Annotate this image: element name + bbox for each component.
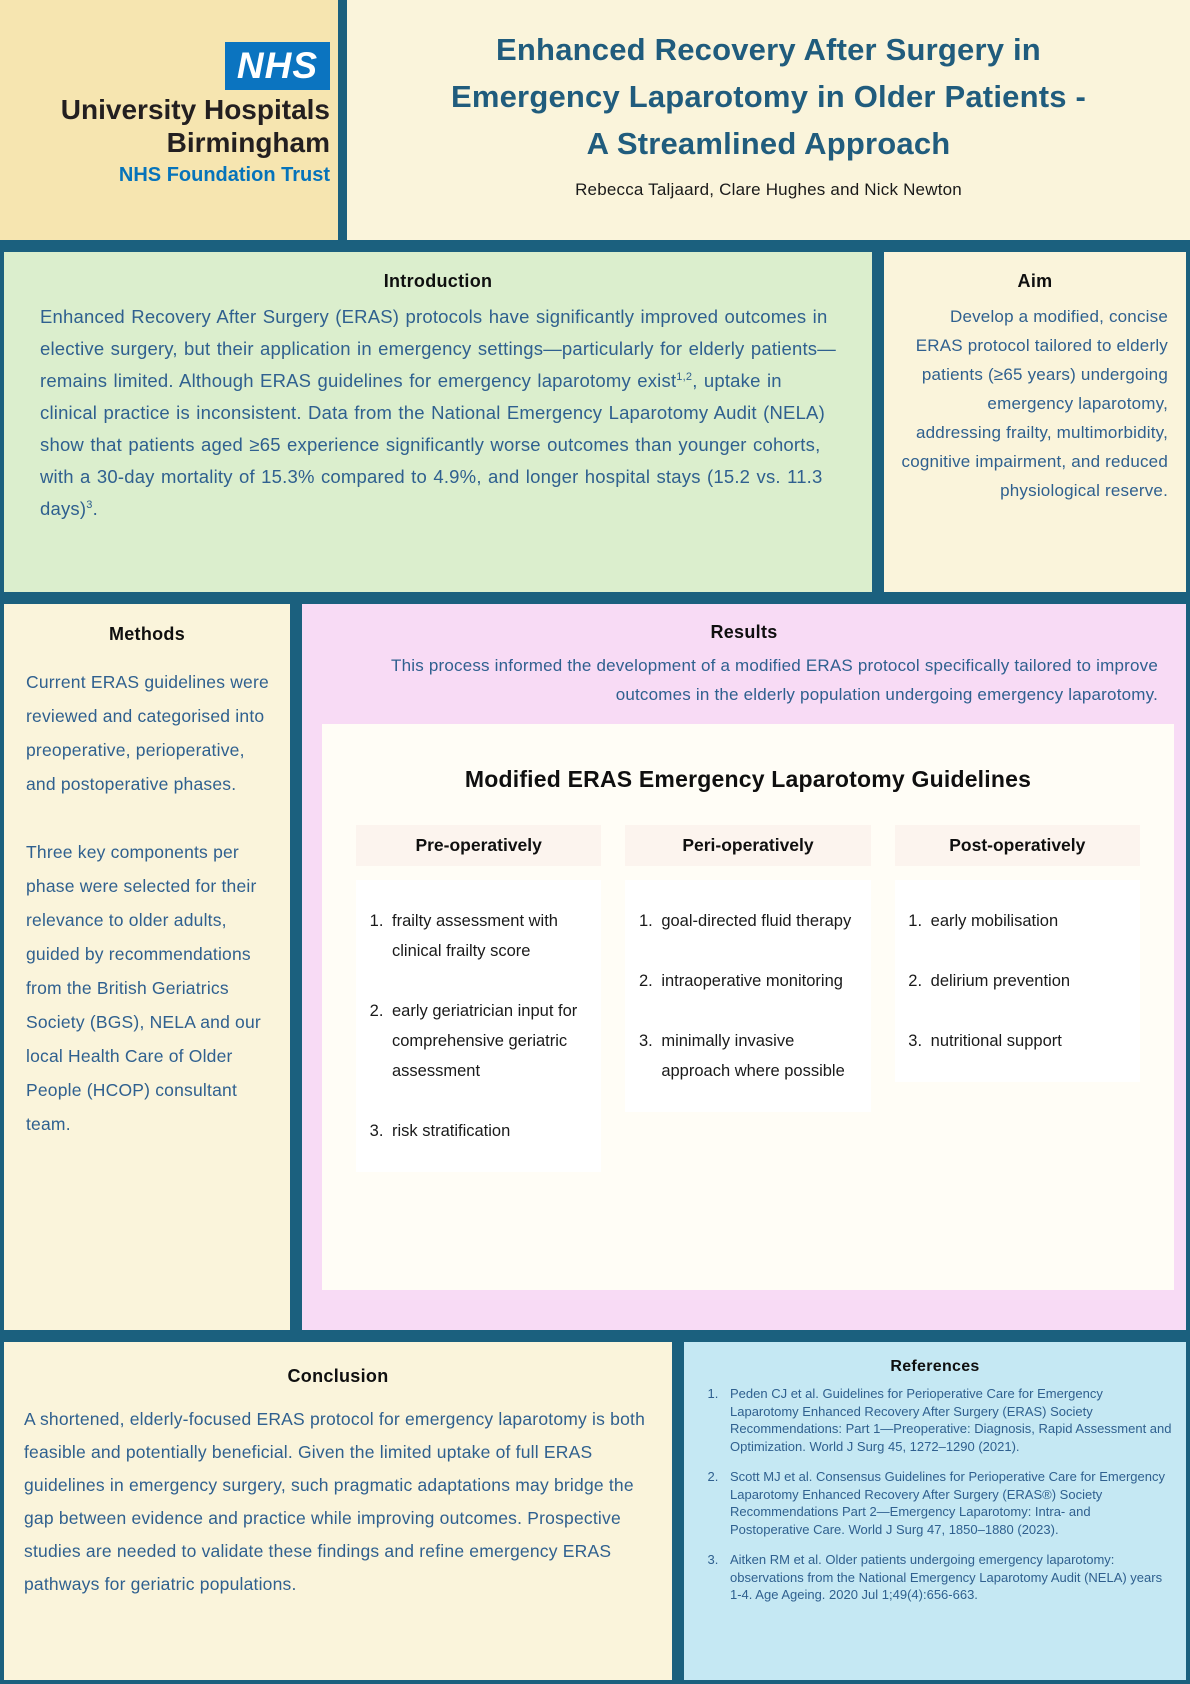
guidelines-box	[322, 724, 1174, 1290]
column-peri-operatively	[625, 825, 870, 1112]
conclusion-heading: Conclusion	[287, 1366, 389, 1386]
list-item: 1. goal-directed fluid therapy	[657, 906, 864, 936]
title-panel	[347, 0, 1190, 240]
list-item: 3. minimally invasive approach where possible	[657, 1026, 864, 1086]
conclusion-text: A shortened, elderly-focused ERAS protocol for emergency laparotomy is both feasible and potentially beneficial. Given the limited uptake of full ERAS guidelines in emergency surgery, such pragmatic adaptations may bridge the gap between evidence and practice while improving outcomes. Prospective studies are needed to validate these findings and refine emergency ERAS pathways for geriatric populations.	[24, 1409, 646, 1594]
results-section	[302, 604, 1186, 1330]
aim-heading: Aim	[1017, 271, 1053, 291]
references-heading: References	[890, 1358, 980, 1375]
poster-title-line2: Emergency Laparotomy in Older Patients -	[450, 79, 1087, 114]
introduction-heading: Introduction	[383, 271, 493, 291]
reference-item: 3. Aitken RM et al. Older patients undergoing emergency laparotomy: observations from the National Emergency Laparotomy Audit (NELA) years 1-4. Age Ageing. 2020 Jul 1;49(4):656-663.	[722, 1551, 1172, 1604]
aim-section	[884, 252, 1186, 592]
trust-name: NHS Foundation Trust	[118, 164, 330, 186]
conclusion-section	[4, 1342, 672, 1680]
list-item: 1. early mobilisation	[927, 906, 1134, 936]
references-list	[684, 1385, 1186, 1604]
methods-paragraph-1: Current ERAS guidelines were reviewed and categorised into preoperative, perioperative, and postoperative phases.	[26, 672, 269, 794]
poster-title-line3: A Streamlined Approach	[586, 126, 951, 161]
column-pre-operatively	[356, 825, 601, 1172]
column-heading-pre: Pre-operatively	[356, 825, 601, 866]
list-item: 2. intraoperative monitoring	[657, 966, 864, 996]
introduction-text-part3: .	[92, 498, 98, 519]
reference-item: 1. Peden CJ et al. Guidelines for Perioperative Care for Emergency Laparotomy Enhanced Recovery After Surgery (ERAS) Society Recommendations: Part 1—Preoperative: Diagnosis, Rapid Assessment and Optimization. World J Surg 45, 1272–1290 (2021).	[722, 1385, 1172, 1455]
references-section	[684, 1342, 1186, 1680]
org-name-line2: Birmingham	[166, 127, 330, 158]
pre-operative-list	[356, 880, 601, 1172]
results-intro-text: This process informed the development of a modified ERAS protocol specifically tailored to improve outcomes in the elderly population undergoing emergency laparotomy.	[390, 656, 1158, 704]
reference-item: 2. Scott MJ et al. Consensus Guidelines for Perioperative Care for Emergency Laparotomy Enhanced Recovery After Surgery (ERAS®) Society Recommendations Part 2—Emergency Laparotomy: Intra- and Postoperative Care. World J Surg 47, 1850–1880 (2023).	[722, 1468, 1172, 1538]
methods-paragraph-2: Three key components per phase were selected for their relevance to older adults, guided by recommendations from the British Geriatrics Society (BGS), NELA and our local Health Care of Older People (HCOP) consultant team.	[26, 842, 261, 1134]
introduction-section	[4, 252, 872, 592]
poster-title-line1: Enhanced Recovery After Surgery in	[496, 32, 1041, 67]
citation-superscript-3: 3	[86, 498, 93, 511]
nhs-logo-icon	[225, 42, 330, 90]
authors: Rebecca Taljaard, Clare Hughes and Nick Newton	[575, 180, 962, 199]
methods-section	[4, 604, 290, 1330]
peri-operative-list	[625, 880, 870, 1112]
guidelines-columns	[322, 825, 1174, 1172]
column-post-operatively	[895, 825, 1140, 1082]
citation-superscript-1-2: 1,2	[676, 370, 693, 383]
org-name-line1: University Hospitals	[60, 94, 330, 125]
list-item: 3. risk stratification	[388, 1116, 595, 1146]
results-heading: Results	[710, 622, 778, 642]
introduction-text-part1: Enhanced Recovery After Surgery (ERAS) protocols have significantly improved outcomes in elective surgery, but their application in emergency settings—particularly for elderly patients—remains limited. Although ERAS guidelines for emergency laparotomy exist	[40, 306, 836, 391]
list-item: 2. early geriatrician input for comprehensive geriatric assessment	[388, 996, 595, 1086]
aim-text: Develop a modified, concise ERAS protocol tailored to elderly patients (≥65 years) undergoing emergency laparotomy, addressing frailty, multimorbidity, cognitive impairment, and reduced physiological reserve.	[901, 307, 1168, 500]
list-item: 1. frailty assessment with clinical frailty score	[388, 906, 595, 966]
logo-panel	[0, 0, 338, 240]
list-item: 3. nutritional support	[927, 1026, 1134, 1056]
introduction-text	[4, 301, 872, 525]
guidelines-title: Modified ERAS Emergency Laparotomy Guidelines	[464, 766, 1032, 792]
introduction-text-part2: , uptake in clinical practice is inconsistent. Data from the National Emergency Laparotomy Audit (NELA) show that patients aged ≥65 experience significantly worse outcomes than younger cohorts, with a 30-day mortality of 15.3% compared to 4.9%, and longer hospital stays (15.2 vs. 11.3 days)	[40, 370, 825, 519]
list-item: 2. delirium prevention	[927, 966, 1134, 996]
column-heading-post: Post-operatively	[895, 825, 1140, 866]
post-operative-list	[895, 880, 1140, 1082]
column-heading-peri: Peri-operatively	[625, 825, 870, 866]
methods-heading: Methods	[108, 624, 186, 644]
nhs-logo-text: NHS	[236, 45, 318, 86]
